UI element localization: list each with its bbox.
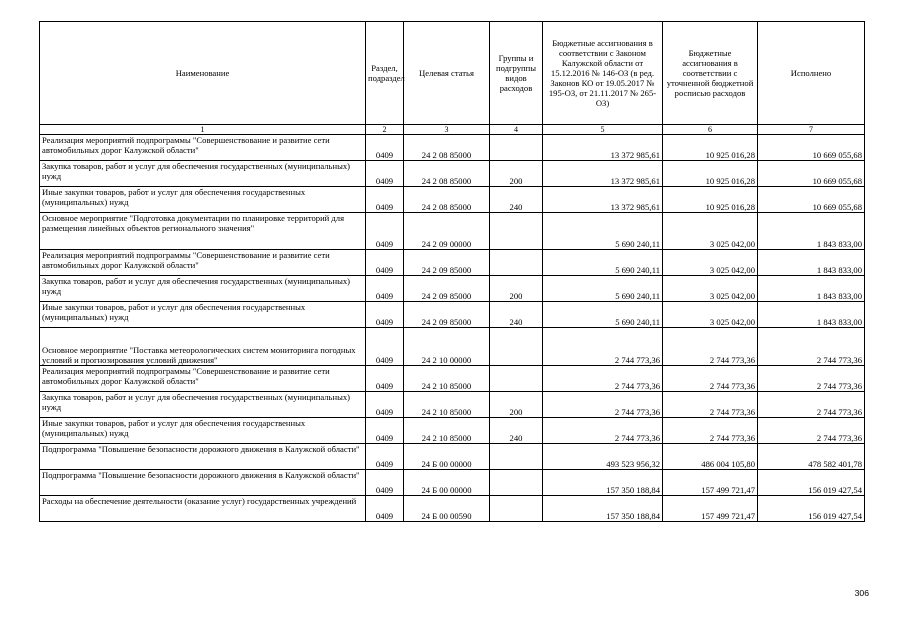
- table-row: [40, 135, 865, 161]
- row-name: Подпрограмма "Повышение безопасности дорожного движения в Калужской области": [40, 444, 366, 470]
- row-law-amount: 13 372 985,61: [543, 187, 663, 213]
- row-target: 24 2 10 00000: [404, 328, 490, 366]
- row-executed-amount: 2 744 773,36: [758, 392, 865, 418]
- table-row: [40, 392, 865, 418]
- column-number-row: [40, 125, 865, 135]
- row-section: 0409: [366, 444, 404, 470]
- row-law-amount: 157 350 188,84: [543, 496, 663, 522]
- row-name: Основное мероприятие "Подготовка документации по планировке территорий для размещения линейных объектов регионального значения": [40, 213, 366, 250]
- row-section: 0409: [366, 470, 404, 496]
- row-group: [490, 444, 543, 470]
- row-executed-amount: 10 669 055,68: [758, 135, 865, 161]
- col-number: 6: [663, 125, 758, 135]
- col-number: 5: [543, 125, 663, 135]
- table-row: [40, 444, 865, 470]
- row-group: [490, 213, 543, 250]
- row-refined-amount: 10 925 016,28: [663, 161, 758, 187]
- row-refined-amount: 486 004 105,80: [663, 444, 758, 470]
- row-group: 240: [490, 302, 543, 328]
- col-number: 4: [490, 125, 543, 135]
- row-executed-amount: 1 843 833,00: [758, 250, 865, 276]
- row-name: Закупка товаров, работ и услуг для обеспечения государственных (муниципальных) нужд: [40, 392, 366, 418]
- row-law-amount: 5 690 240,11: [543, 213, 663, 250]
- row-executed-amount: 2 744 773,36: [758, 418, 865, 444]
- row-section: 0409: [366, 135, 404, 161]
- row-name: Реализация мероприятий подпрограммы "Совершенствование и развитие сети автомобильных дорог Калужской области": [40, 250, 366, 276]
- row-executed-amount: 2 744 773,36: [758, 328, 865, 366]
- header-name: Наименование: [40, 22, 366, 125]
- header-target: Целевая статья: [404, 22, 490, 125]
- row-refined-amount: 2 744 773,36: [663, 418, 758, 444]
- row-law-amount: 493 523 956,32: [543, 444, 663, 470]
- row-law-amount: 13 372 985,61: [543, 135, 663, 161]
- header-row: [40, 22, 865, 125]
- row-name: Иные закупки товаров, работ и услуг для обеспечения государственных (муниципальных) нужд: [40, 187, 366, 213]
- row-name: Иные закупки товаров, работ и услуг для обеспечения государственных (муниципальных) нужд: [40, 418, 366, 444]
- page-number: 306: [854, 588, 869, 598]
- budget-table: [39, 21, 865, 522]
- row-law-amount: 157 350 188,84: [543, 470, 663, 496]
- row-refined-amount: 2 744 773,36: [663, 392, 758, 418]
- row-target: 24 2 09 85000: [404, 302, 490, 328]
- row-name: Закупка товаров, работ и услуг для обеспечения государственных (муниципальных) нужд: [40, 276, 366, 302]
- row-group: [490, 470, 543, 496]
- row-group: [490, 496, 543, 522]
- row-refined-amount: 10 925 016,28: [663, 187, 758, 213]
- row-law-amount: 2 744 773,36: [543, 392, 663, 418]
- header-refined: Бюджетные ассигнования в соответствии с уточненной бюджетной росписью расходов: [663, 22, 758, 125]
- row-section: 0409: [366, 276, 404, 302]
- row-name: Иные закупки товаров, работ и услуг для обеспечения государственных (муниципальных) нужд: [40, 302, 366, 328]
- col-number: 2: [366, 125, 404, 135]
- header-law: Бюджетные ассигнования в соответствии с Законом Калужской области от 15.12.2016 № 146-ОЗ (в ред. Законов КО от 19.05.2017 № 195-ОЗ, от 21.11.2017 № 265-ОЗ): [543, 22, 663, 125]
- table-row: [40, 276, 865, 302]
- row-law-amount: 5 690 240,11: [543, 302, 663, 328]
- row-section: 0409: [366, 250, 404, 276]
- row-group: [490, 366, 543, 392]
- table-row: [40, 302, 865, 328]
- row-name: Закупка товаров, работ и услуг для обеспечения государственных (муниципальных) нужд: [40, 161, 366, 187]
- row-section: 0409: [366, 366, 404, 392]
- row-group: 200: [490, 392, 543, 418]
- table-row: [40, 470, 865, 496]
- table-row: [40, 187, 865, 213]
- header-executed: Исполнено: [758, 22, 865, 125]
- row-executed-amount: 10 669 055,68: [758, 161, 865, 187]
- row-target: 24 2 08 85000: [404, 161, 490, 187]
- row-executed-amount: 156 019 427,54: [758, 470, 865, 496]
- row-name: Подпрограмма "Повышение безопасности дорожного движения в Калужской области": [40, 470, 366, 496]
- row-refined-amount: 3 025 042,00: [663, 250, 758, 276]
- row-target: 24 2 08 85000: [404, 187, 490, 213]
- row-target: 24 Б 00 00590: [404, 496, 490, 522]
- row-section: 0409: [366, 328, 404, 366]
- row-refined-amount: 2 744 773,36: [663, 366, 758, 392]
- row-target: 24 Б 00 00000: [404, 470, 490, 496]
- row-section: 0409: [366, 496, 404, 522]
- row-law-amount: 2 744 773,36: [543, 366, 663, 392]
- row-executed-amount: 1 843 833,00: [758, 213, 865, 250]
- row-name: Основное мероприятие "Поставка метеорологических систем мониторинга погодных условий и прогнозирования условий движения": [40, 328, 366, 366]
- row-refined-amount: 10 925 016,28: [663, 135, 758, 161]
- table-row: [40, 250, 865, 276]
- col-number: 1: [40, 125, 366, 135]
- row-refined-amount: 3 025 042,00: [663, 276, 758, 302]
- row-target: 24 2 09 85000: [404, 250, 490, 276]
- row-group: 240: [490, 187, 543, 213]
- row-target: 24 2 10 85000: [404, 366, 490, 392]
- row-target: 24 2 09 85000: [404, 276, 490, 302]
- row-section: 0409: [366, 392, 404, 418]
- table-row: [40, 418, 865, 444]
- row-name: Реализация мероприятий подпрограммы "Совершенствование и развитие сети автомобильных дорог Калужской области": [40, 366, 366, 392]
- row-target: 24 Б 00 00000: [404, 444, 490, 470]
- row-refined-amount: 3 025 042,00: [663, 302, 758, 328]
- row-group: 200: [490, 161, 543, 187]
- row-law-amount: 5 690 240,11: [543, 276, 663, 302]
- row-executed-amount: 10 669 055,68: [758, 187, 865, 213]
- row-group: [490, 328, 543, 366]
- col-number: 3: [404, 125, 490, 135]
- table-row: [40, 366, 865, 392]
- table-row: [40, 213, 865, 250]
- header-groups: Группы и подгруппы видов расходов: [490, 22, 543, 125]
- row-law-amount: 5 690 240,11: [543, 250, 663, 276]
- row-group: [490, 135, 543, 161]
- row-section: 0409: [366, 161, 404, 187]
- row-law-amount: 13 372 985,61: [543, 161, 663, 187]
- row-executed-amount: 1 843 833,00: [758, 302, 865, 328]
- row-law-amount: 2 744 773,36: [543, 328, 663, 366]
- row-target: 24 2 10 85000: [404, 418, 490, 444]
- row-refined-amount: 2 744 773,36: [663, 328, 758, 366]
- header-section: Раздел, подраздел: [366, 22, 404, 125]
- table-row: [40, 161, 865, 187]
- row-target: 24 2 09 00000: [404, 213, 490, 250]
- row-section: 0409: [366, 213, 404, 250]
- table-row: [40, 328, 865, 366]
- table-row: [40, 496, 865, 522]
- row-executed-amount: 1 843 833,00: [758, 276, 865, 302]
- row-executed-amount: 156 019 427,54: [758, 496, 865, 522]
- row-group: 200: [490, 276, 543, 302]
- row-section: 0409: [366, 418, 404, 444]
- row-executed-amount: 2 744 773,36: [758, 366, 865, 392]
- row-target: 24 2 10 85000: [404, 392, 490, 418]
- row-group: [490, 250, 543, 276]
- row-section: 0409: [366, 302, 404, 328]
- row-executed-amount: 478 582 401,78: [758, 444, 865, 470]
- col-number: 7: [758, 125, 865, 135]
- row-name: Реализация мероприятий подпрограммы "Совершенствование и развитие сети автомобильных дорог Калужской области": [40, 135, 366, 161]
- row-law-amount: 2 744 773,36: [543, 418, 663, 444]
- row-refined-amount: 3 025 042,00: [663, 213, 758, 250]
- row-name: Расходы на обеспечение деятельности (оказание услуг) государственных учреждений: [40, 496, 366, 522]
- row-refined-amount: 157 499 721,47: [663, 470, 758, 496]
- row-group: 240: [490, 418, 543, 444]
- row-section: 0409: [366, 187, 404, 213]
- row-target: 24 2 08 85000: [404, 135, 490, 161]
- row-refined-amount: 157 499 721,47: [663, 496, 758, 522]
